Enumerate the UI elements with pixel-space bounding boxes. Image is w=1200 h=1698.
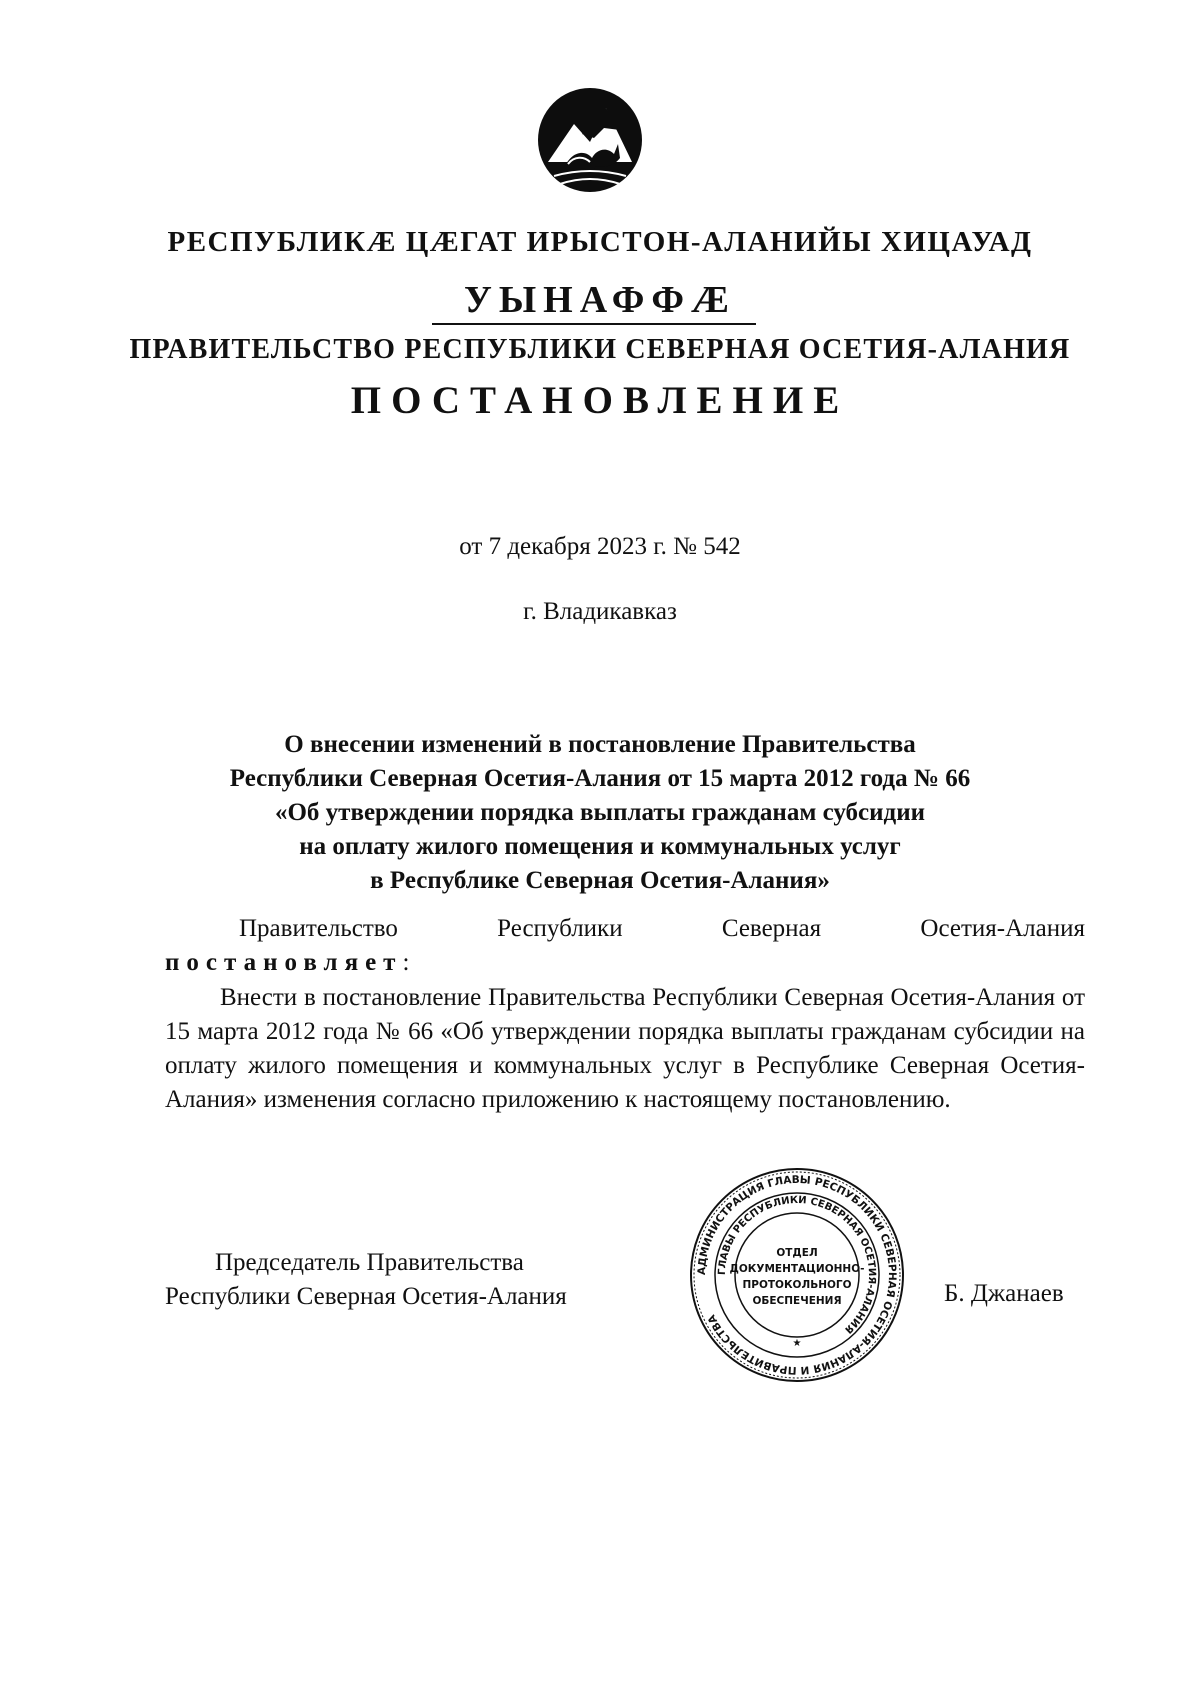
- subject-line: О внесении изменений в постановление Правительства: [284, 731, 916, 758]
- preamble-word: Республики: [497, 915, 623, 942]
- stamp-center-line: ОБЕСПЕЧЕНИЯ: [752, 1295, 842, 1307]
- preamble-word: Северная: [721, 915, 822, 942]
- body-paragraph: Внести в постановление Правительства Республики Северная Осетия-Алания от 15 марта 2012 года № 66 «Об утверждении порядка выплаты гражданам субсидии на оплату жилого помещения и коммунальных услуг в Республике Северная Осетия-Алания» изменения согласно приложению к настоящему постановлению.: [165, 984, 1085, 1113]
- stamp-center-line: ОТДЕЛ: [776, 1247, 818, 1259]
- signatory-title: [165, 1246, 567, 1314]
- preamble-verb: постановляет: [165, 949, 403, 976]
- header-russian: ПРАВИТЕЛЬСТВО РЕСПУБЛИКИ СЕВЕРНАЯ ОСЕТИЯ-АЛАНИЯ: [129, 334, 1071, 365]
- official-stamp: [688, 1166, 906, 1384]
- header-ossetian: РЕСПУБЛИКӔ ЦӔГАТ ИРЫСТОН-АЛАНИЙЫ ХИЦАУАД: [167, 226, 1033, 258]
- subject-line: в Республике Северная Осетия-Алания»: [370, 867, 830, 894]
- document-date-number: от 7 декабря 2023 г. № 542: [459, 533, 741, 560]
- signatory-title-line: Председатель Правительства: [215, 1249, 524, 1276]
- subject-line: Республики Северная Осетия-Алания от 15 марта 2012 года № 66: [229, 765, 971, 792]
- document-subject: [0, 728, 1200, 898]
- preamble-word: Правительство: [239, 915, 398, 942]
- stamp-outer-text: АДМИНИСТРАЦИЯ ГЛАВЫ РЕСПУБЛИКИ СЕВЕРНАЯ ОСЕТИЯ-АЛАНИЯ И ПРАВИТЕЛЬСТВА: [695, 1173, 899, 1377]
- document-city: г. Владикавказ: [523, 598, 677, 625]
- stamp-inner-text: ГЛАВЫ РЕСПУБЛИКИ СЕВЕРНАЯ ОСЕТИЯ-АЛАНИЯ: [716, 1194, 878, 1336]
- stamp-center-line: ПРОТОКОЛЬНОГО: [742, 1279, 852, 1291]
- preamble-verb-line: [165, 946, 1085, 980]
- preamble-word: Осетия-Алания: [920, 915, 1085, 942]
- title-russian: ПОСТАНОВЛЕНИЕ: [350, 379, 850, 422]
- preamble: [165, 912, 1085, 980]
- subject-line: на оплату жилого помещения и коммунальных услуг: [299, 833, 901, 860]
- preamble-colon: :: [402, 949, 410, 976]
- signatory-title-line: Республики Северная Осетия-Алания: [165, 1283, 567, 1310]
- title-ossetian: УЫНАФФӔ: [463, 279, 737, 321]
- coat-of-arms-emblem: [534, 84, 646, 196]
- stamp-star-icon: ★: [792, 1338, 802, 1349]
- subject-line: «Об утверждении порядка выплаты гражданам субсидии: [274, 799, 926, 826]
- stamp-center-line: ДОКУМЕНТАЦИОННО-: [729, 1263, 865, 1275]
- header-divider: [432, 323, 756, 325]
- signatory-name: Б. Джанаев: [944, 1280, 1064, 1307]
- preamble-line: [165, 912, 1085, 946]
